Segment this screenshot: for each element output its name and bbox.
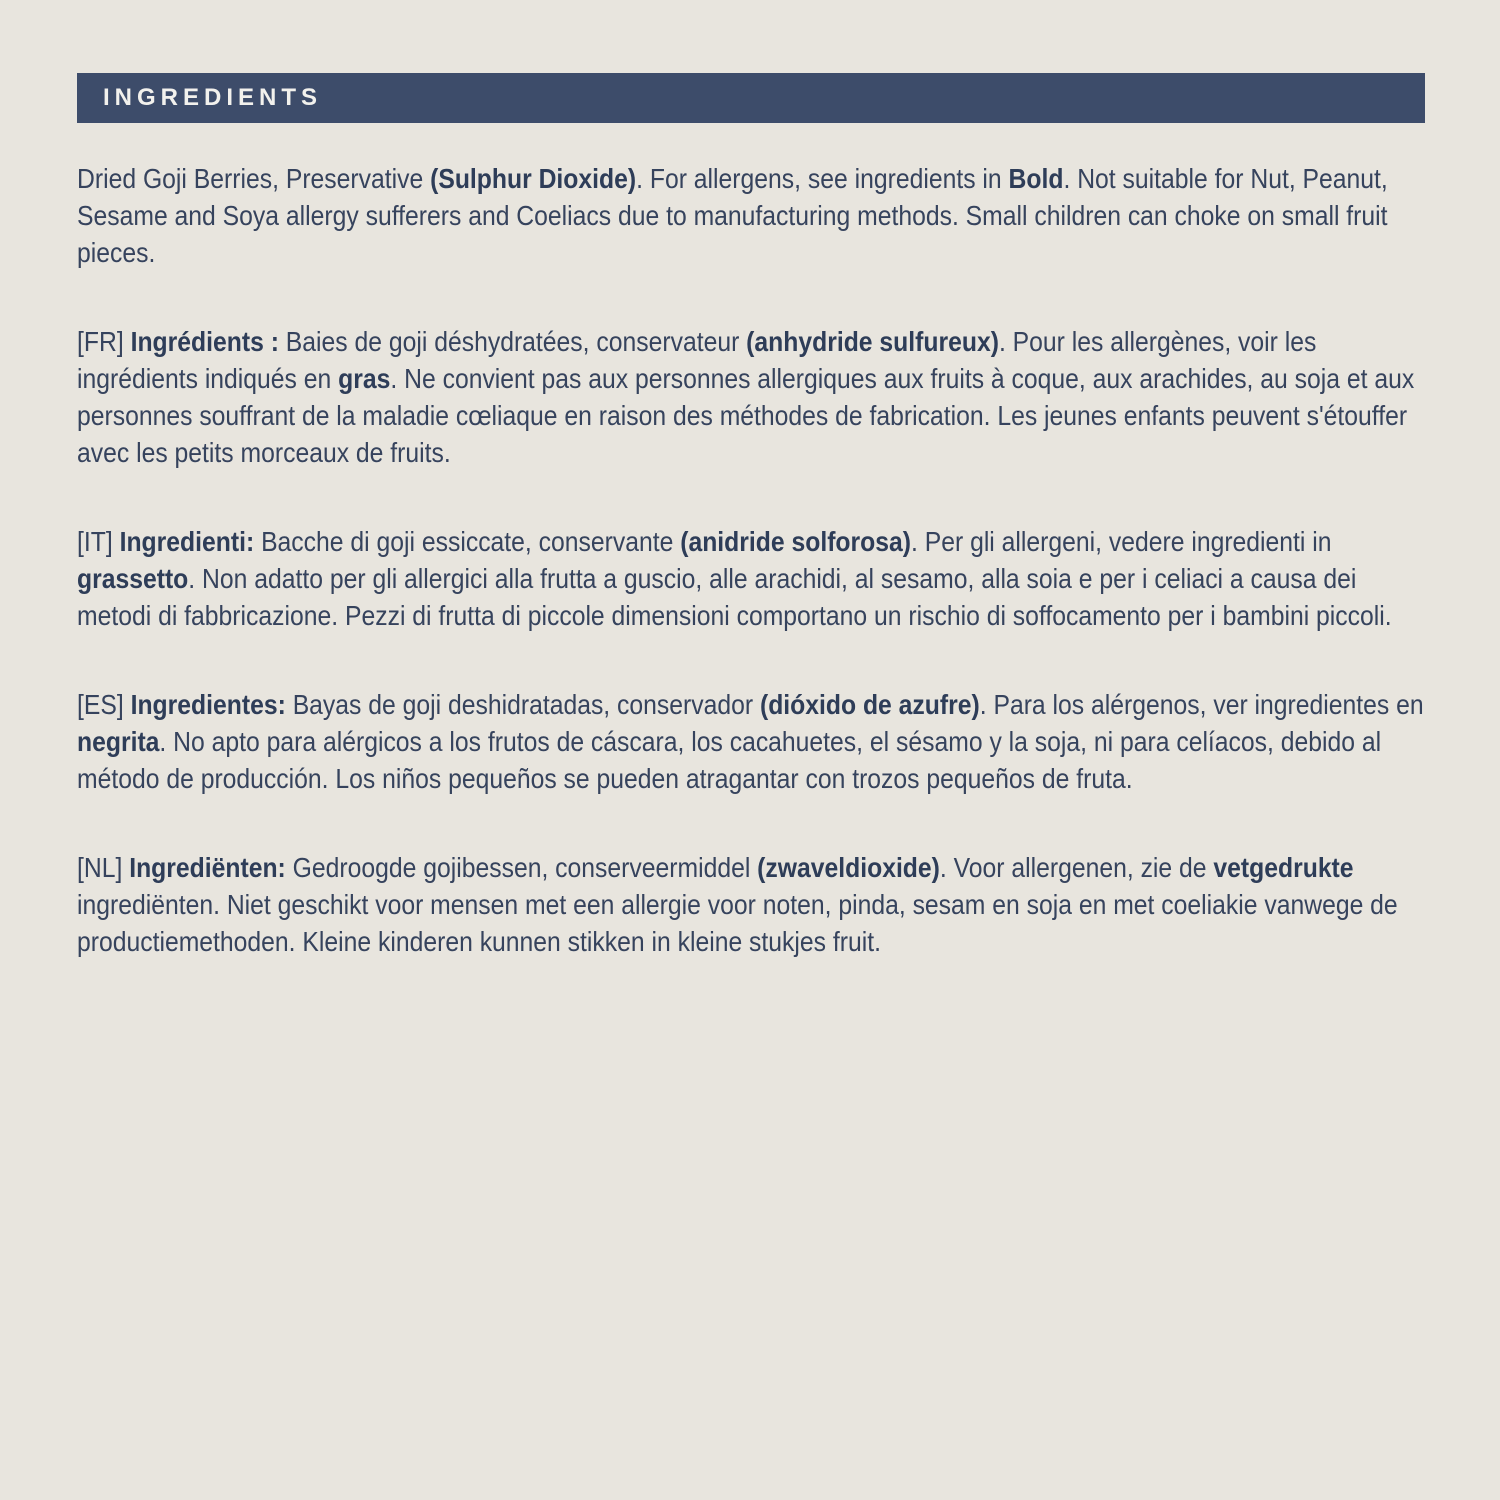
text-segment: [FR]	[77, 326, 131, 357]
text-segment: Dried Goji Berries, Preservative	[77, 163, 431, 194]
text-segment: . Ne convient pas aux personnes allergiques aux fruits à coque, aux arachides, au soja et aux personnes souffrant de la maladie cœliaque en raison des méthodes de fabrication. Les jeunes enfants peuvent s'étouffer avec les petits morceaux de fruits.	[77, 363, 1415, 468]
text-segment: Bacche di goji essiccate, conservante	[261, 526, 681, 557]
bold-text-segment: (zwaveldioxide)	[757, 852, 940, 883]
bold-text-segment: (dióxido de azufre)	[759, 689, 980, 720]
text-segment: Gedroogde gojibessen, conserveermiddel	[292, 852, 758, 883]
text-segment: . Pour les allergènes, voir les ingrédients indiqués en	[77, 326, 1317, 394]
paragraph-fr	[77, 323, 1425, 471]
ingredients-content	[77, 160, 1425, 1012]
text-segment: . No apto para alérgicos a los frutos de cáscara, los cacahuetes, el sésamo y la soja, ni para celíacos, debido al método de producción. Los niños pequeños se pueden atragantar con trozos pequeños de fruta.	[77, 726, 1382, 794]
paragraph-it	[77, 523, 1425, 634]
bold-text-segment: vetgedrukte	[1213, 852, 1354, 883]
bold-text-segment: Ingrediënten:	[129, 852, 293, 883]
bold-text-segment: grassetto	[77, 563, 189, 594]
bold-text-segment: Ingredienti:	[119, 526, 262, 557]
paragraph-es	[77, 686, 1425, 797]
bold-text-segment: Ingredientes:	[130, 689, 293, 720]
bold-text-segment: Bold	[1008, 163, 1064, 194]
paragraph-en	[77, 160, 1425, 271]
text-segment: Bayas de goji deshidratadas, conservador	[292, 689, 760, 720]
text-segment: [IT]	[77, 526, 120, 557]
text-segment: [NL]	[77, 852, 130, 883]
ingredients-header-title: INGREDIENTS	[103, 84, 323, 111]
bold-text-segment: gras	[338, 363, 391, 394]
bold-text-segment: Ingrédients :	[130, 326, 286, 357]
text-segment: Baies de goji déshydratées, conservateur	[285, 326, 747, 357]
text-segment: . Per gli allergeni, vedere ingredienti in	[910, 526, 1332, 557]
paragraphs	[77, 160, 1425, 960]
text-segment: . Para los alérgenos, ver ingredientes en	[979, 689, 1424, 720]
bold-text-segment: negrita	[77, 726, 160, 757]
paragraph-nl	[77, 849, 1425, 960]
ingredients-header-bar	[77, 73, 1425, 123]
text-segment: ingrediënten. Niet geschikt voor mensen met een allergie voor noten, pinda, sesam en soja en met coeliakie vanwege de productiemethoden. Kleine kinderen kunnen stikken in kleine stukjes fruit.	[77, 889, 1398, 957]
text-segment: [ES]	[77, 689, 131, 720]
bold-text-segment: (anidride solforosa)	[680, 526, 911, 557]
bold-text-segment: (anhydride sulfureux)	[746, 326, 999, 357]
text-segment: . Non adatto per gli allergici alla frutta a guscio, alle arachidi, al sesamo, alla soia e per i celiaci a causa dei metodi di fabbricazione. Pezzi di frutta di piccole dimensioni comportano un rischio di soffocamento per i bambini piccoli.	[77, 563, 1392, 631]
text-segment: . For allergens, see ingredients in	[636, 163, 1009, 194]
text-segment: . Voor allergenen, zie de	[939, 852, 1214, 883]
bold-text-segment: (Sulphur Dioxide)	[430, 163, 637, 194]
text-segment: . Not suitable for Nut, Peanut, Sesame and Soya allergy sufferers and Coeliacs due to manufacturing methods. Small children can choke on small fruit pieces.	[77, 163, 1388, 268]
